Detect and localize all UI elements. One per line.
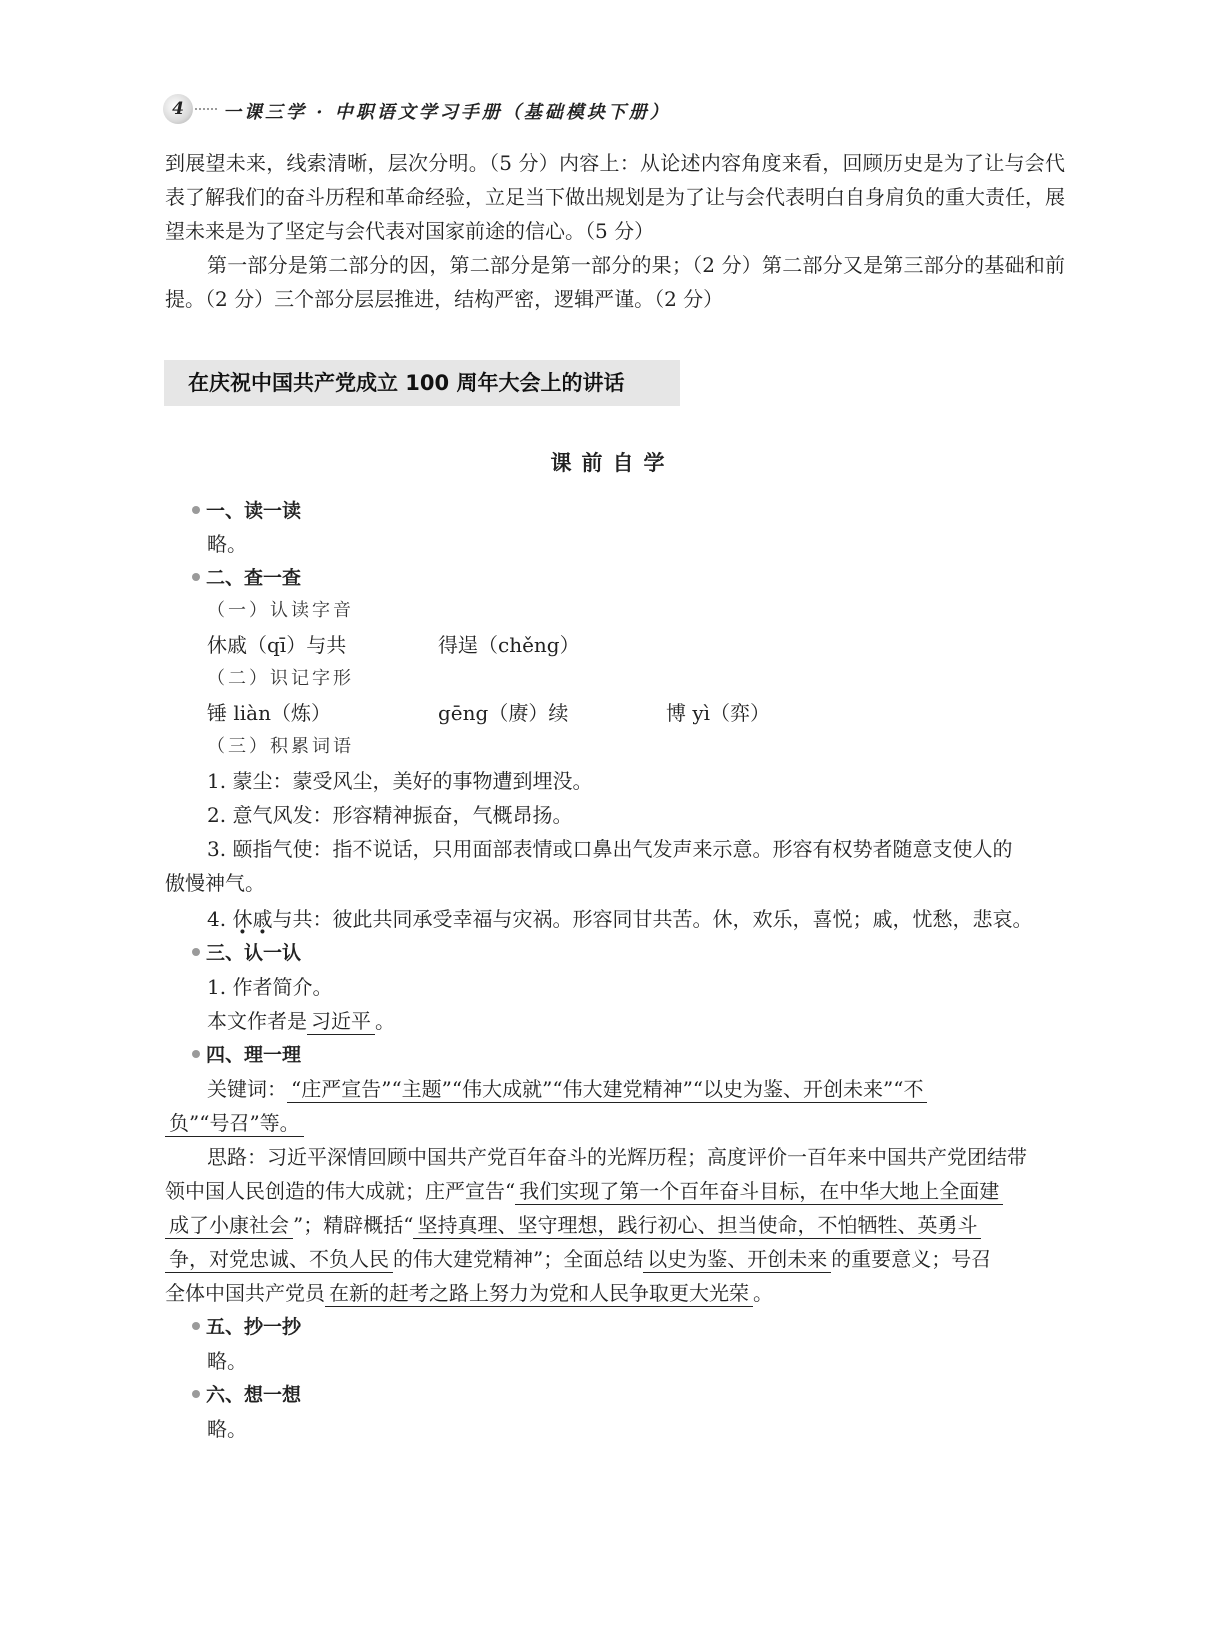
outline-answer-1: 我们实现了第一个百年奋斗目标，在中华大地上全面建 (515, 1179, 1003, 1205)
outline-answer-2: 坚持真理、坚守理想，践行初心、担当使命，不怕牺牲、英勇斗 (413, 1213, 981, 1239)
keywords-line1: 关键词： “庄严宣告”“主题”“伟大成就”“伟大建党精神”“以史为鉴、开创未来”“不 (207, 1074, 927, 1104)
form-item-2: gēng（赓）续 (438, 701, 569, 725)
outline-line4: 争，对党忠诚、不负人民 的伟大建党精神”；全面总结 以史为鉴、开创未来 的重要意义；号召 (165, 1244, 991, 1274)
outline-answer-4: 在新的赶考之路上努力为党和人民争取更大光荣 (325, 1281, 753, 1307)
section-title: 在庆祝中国共产党成立 100 周年大会上的讲话 (188, 371, 625, 395)
pronunciation-item-1: 休戚（qī）与共 (207, 633, 347, 657)
heading-sort-out: 四、理一理 (192, 1040, 301, 1070)
bullet-icon (192, 1050, 200, 1058)
author-intro-label: 1. 作者简介。 (207, 975, 333, 999)
subheading-character-form: （二）识记字形 (207, 668, 354, 689)
subheading-pronunciation: （一）认读字音 (207, 600, 354, 621)
subsection-title: 课前自学 (550, 450, 675, 475)
outline-line2: 领中国人民创造的伟大成就；庄严宣告“ 我们实现了第一个百年奋斗目标，在中华大地上全面建 (165, 1176, 1003, 1206)
page-number: 4 (163, 94, 193, 124)
subheading-vocabulary: （三）积累词语 (207, 736, 354, 757)
vocab-item-4: 4. 休戚与共：彼此共同承受幸福与灾祸。形容同甘共苦。休，欢乐，喜悦；戚，忧愁，悲哀。 (207, 907, 1033, 931)
vocab-item-3-line1: 3. 颐指气使：指不说话，只用面部表情或口鼻出气发声来示意。形容有权势者随意支使人的 (207, 837, 1013, 861)
running-header (163, 94, 1063, 128)
intro-paragraph-2: 第一部分是第二部分的因，第二部分是第一部分的果；（2 分）第二部分又是第三部分的基础和前提。（2 分）三个部分层层推进，结构严密，逻辑严谨。（2 分） (165, 253, 1065, 311)
read-answer: 略。 (207, 532, 247, 556)
author-answer: 习近平 (307, 1009, 375, 1035)
outline-answer-2-cont: 争，对党忠诚、不负人民 (165, 1247, 393, 1273)
vocab-item-3-line2: 傲慢神气。 (165, 871, 265, 895)
keywords-answer: “庄严宣告”“主题”“伟大成就”“伟大建党精神”“以史为鉴、开创未来”“不 (287, 1077, 927, 1103)
form-item-3: 博 yì（弈） (666, 701, 771, 725)
form-item-1: 锤 liàn（炼） (207, 701, 331, 725)
header-divider (195, 108, 217, 110)
emphasized-char: 戚 (252, 907, 273, 931)
outline-answer-1-cont: 成了小康社会 (165, 1213, 293, 1239)
outline-answer-3: 以史为鉴、开创未来 (643, 1247, 831, 1273)
bullet-icon (192, 506, 200, 514)
intro-paragraph-1: 到展望未来，线索清晰，层次分明。（5 分）内容上：从论述内容角度来看，回顾历史是为了让与会代表了解我们的奋斗历程和革命经验，立足当下做出规划是为了让与会代表明白自身肩负的重大责任，展望未来是为了坚定与会代表对国家前途的信心。（5 分） (165, 151, 1065, 243)
author-line: 本文作者是 习近平 。 (207, 1009, 395, 1033)
copy-answer: 略。 (207, 1349, 247, 1373)
keywords-line2 (165, 1108, 304, 1138)
heading-read: 一、读一读 (192, 496, 301, 526)
outline-line1: 思路：习近平深情回顾中国共产党百年奋斗的光辉历程；高度评价一百年来中国共产党团结带 (207, 1145, 1027, 1169)
vocab-item-1: 1. 蒙尘：蒙受风尘，美好的事物遭到埋没。 (207, 769, 593, 793)
heading-copy: 五、抄一抄 (192, 1312, 301, 1342)
bullet-icon (192, 1390, 200, 1398)
section-title-box (164, 360, 680, 406)
heading-check: 二、查一查 (192, 563, 301, 593)
outline-line3: 成了小康社会 ”；精辟概括“ 坚持真理、坚守理想，践行初心、担当使命，不怕牺牲、英勇斗 (165, 1210, 981, 1240)
pronunciation-item-2: 得逞（chěng） (438, 633, 580, 657)
bullet-icon (192, 573, 200, 581)
keywords-answer-cont: 负”“号召”等。 (165, 1111, 304, 1137)
outline-line5: 全体中国共产党员 在新的赶考之路上努力为党和人民争取更大光荣 。 (165, 1281, 773, 1305)
book-title: 一课三学 · 中职语文学习手册（基础模块下册） (223, 102, 671, 123)
vocab-item-2: 2. 意气风发：形容精神振奋，气概昂扬。 (207, 803, 573, 827)
emphasized-char: 休 (232, 907, 253, 931)
think-answer: 略。 (207, 1417, 247, 1441)
bullet-icon (192, 948, 200, 956)
heading-think: 六、想一想 (192, 1380, 301, 1410)
heading-recognize: 三、认一认 (192, 938, 301, 968)
bullet-icon (192, 1322, 200, 1330)
